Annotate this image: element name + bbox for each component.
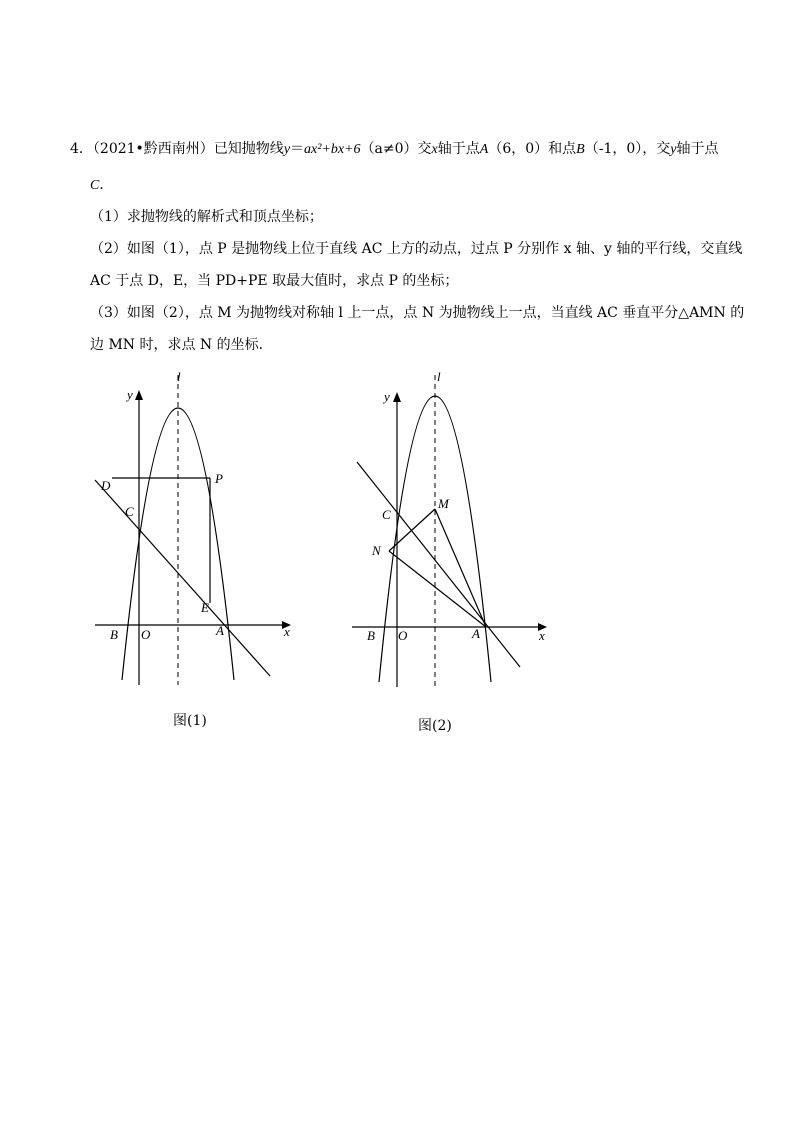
figure-2-caption: 图(2)	[418, 718, 452, 734]
label-p: P	[215, 471, 223, 486]
label-e: E	[201, 600, 209, 615]
label-o: O	[398, 628, 408, 643]
label-m: M	[438, 496, 449, 511]
label-x: x	[539, 628, 545, 643]
part-1: （1）求抛物线的解析式和顶点坐标；	[90, 209, 323, 225]
problem-line-2	[90, 175, 113, 196]
figure-1	[85, 365, 305, 695]
y-axis-arrow	[135, 390, 143, 400]
point-c-text: C	[90, 178, 100, 193]
segment-nm	[389, 509, 435, 551]
label-b: B	[367, 628, 375, 643]
problem-line-1	[70, 139, 718, 160]
line-ac	[357, 462, 520, 667]
label-y: y	[127, 387, 133, 402]
part-2-line-2: AC 于点 D，E，当 PD+PE 取最大值时，求点 P 的坐标；	[90, 273, 459, 289]
point-b-text: B	[576, 142, 585, 157]
label-d: D	[101, 478, 111, 493]
problem-source: （2021•黔西南州）	[92, 141, 214, 157]
equation-y: y	[283, 142, 291, 157]
stem-text: 轴于点	[437, 141, 480, 157]
stem-text: 轴于点	[676, 141, 719, 157]
label-l: l	[437, 369, 441, 384]
label-a: A	[216, 623, 224, 638]
label-a: A	[472, 626, 480, 641]
coord-b-text: （-1，0），交	[584, 141, 671, 157]
figure-1-caption: 图(1)	[173, 713, 207, 729]
label-c: C	[125, 504, 134, 519]
part-3-line-2: 边 MN 时，求点 N 的坐标．	[90, 337, 273, 353]
stem-text: 已知抛物线	[213, 141, 284, 157]
equation-rhs: ax²+bx+6	[304, 142, 361, 157]
label-c: C	[382, 507, 391, 522]
axis-x-text: x	[431, 142, 438, 157]
y-axis-arrow	[393, 392, 401, 402]
label-b: B	[110, 627, 118, 642]
coord-a-text: （6，0）	[488, 141, 549, 157]
condition: （a≠0）	[360, 141, 418, 157]
label-y: y	[384, 389, 390, 404]
stem-text: 交	[417, 141, 432, 157]
axis-y-text: y	[670, 142, 677, 157]
label-l: l	[177, 369, 181, 384]
part-3-line-1: （3）如图（2），点 M 为抛物线对称轴 l 上一点，点 N 为抛物线上一点，当直线 AC 垂直平分△AMN 的	[90, 305, 745, 321]
label-x: x	[284, 624, 290, 639]
point-a-text: A	[479, 142, 489, 157]
problem-number: 4．	[70, 141, 93, 157]
label-o: O	[141, 627, 151, 642]
period: ．	[99, 177, 114, 193]
line-ac	[95, 480, 270, 676]
figure-2	[345, 365, 555, 695]
equation-eq: ＝	[290, 141, 305, 157]
stem-text: 和点	[548, 141, 577, 157]
part-2-line-1: （2）如图（1），点 P 是抛物线上位于直线 AC 上方的动点，过点 P 分别作 x 轴、y 轴的平行线，交直线	[90, 241, 743, 257]
label-n: N	[372, 543, 381, 558]
